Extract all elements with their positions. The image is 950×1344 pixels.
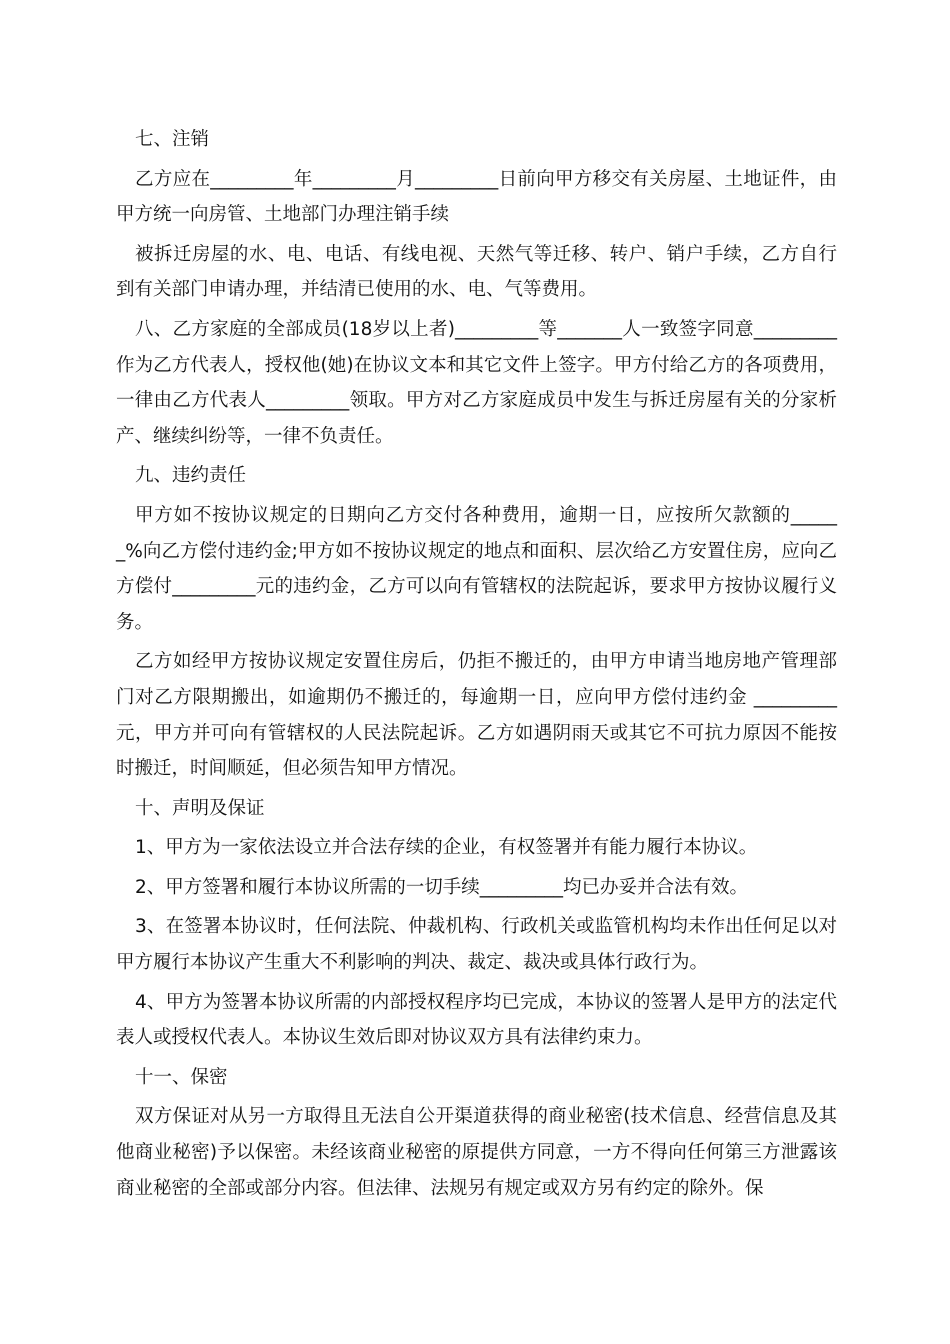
section-heading-representations: 十、声明及保证 [135,797,265,819]
paragraph-confidentiality: 双方保证对从另一方取得且无法自公开渠道获得的商业秘密(技术信息、经营信息及其他商业秘密)予以保密。未经该商业秘密的原提供方同意，一方不得向任何第三方泄露该商业秘密的全部或部分内容。但法律、法规另有规定或双方另有约定的除外。保 [116,1106,837,1199]
section-heading-breach-liability: 九、违约责任 [135,465,247,487]
paragraph-certificate-handover: 乙方应在_________年_________月_________日前向甲方移交有关房屋、土地证件，由甲方统一向房管、土地部门办理注销手续 [116,168,837,226]
paragraph-party-a-penalty: 甲方如不按协议规定的日期向乙方交付各种费用，逾期一日，应按所欠款额的______%向乙方偿付违约金;甲方如不按协议规定的地点和面积、层次给乙方安置住房，应向乙方偿付_________元的违约金，乙方可以向有管辖权的法院起诉，要求甲方按协议履行义务。 [116,504,837,633]
paragraph-party-b-penalty: 乙方如经甲方按协议规定安置住房后，仍拒不搬迁的，由甲方申请当地房地产管理部门对乙方限期搬出，如逾期仍不搬迁的，每逾期一日，应向甲方偿付违约金 _________元，甲方并可向有管辖权的人民法院起诉。乙方如遇阴雨天或其它不可抗力原因不能按时搬迁，时间顺延，但必须告知甲方情况。 [116,651,837,780]
paragraph-representation-1: 1、甲方为一家依法设立并合法存续的企业，有权签署并有能力履行本协议。 [135,837,758,859]
paragraph-utilities-transfer: 被拆迁房屋的水、电、电话、有线电视、天然气等迁移、转户、销户手续，乙方自行到有关部门申请办理，并结清已使用的水、电、气等费用。 [116,243,837,301]
paragraph-representation-4: 4、甲方为签署本协议所需的内部授权程序均已完成，本协议的签署人是甲方的法定代表人或授权代表人。本协议生效后即对协议双方具有法律约束力。 [116,991,837,1049]
section-heading-confidentiality: 十一、保密 [135,1066,228,1088]
paragraph-representation-2: 2、甲方签署和履行本协议所需的一切手续_________均已办妥并合法有效。 [135,876,749,898]
section-heading-cancellation: 七、注销 [135,129,210,150]
document-body [116,122,837,1210]
paragraph-representation-3: 3、在签署本协议时，任何法院、仲裁机构、行政机关或监管机构均未作出任何足以对甲方履行本协议产生重大不利影响的判决、裁定、裁决或具体行政行为。 [116,916,837,974]
paragraph-family-representative: 八、乙方家庭的全部成员(18岁以上者)_________等_______人一致签字同意_________作为乙方代表人，授权他(她)在协议文本和其它文件上签字。甲方付给乙方的各项费用，一律由乙方代表人_________领取。甲方对乙方家庭成员中发生与拆迁房屋有关的分家析产、继续纠纷等，一律不负责任。 [116,318,837,447]
